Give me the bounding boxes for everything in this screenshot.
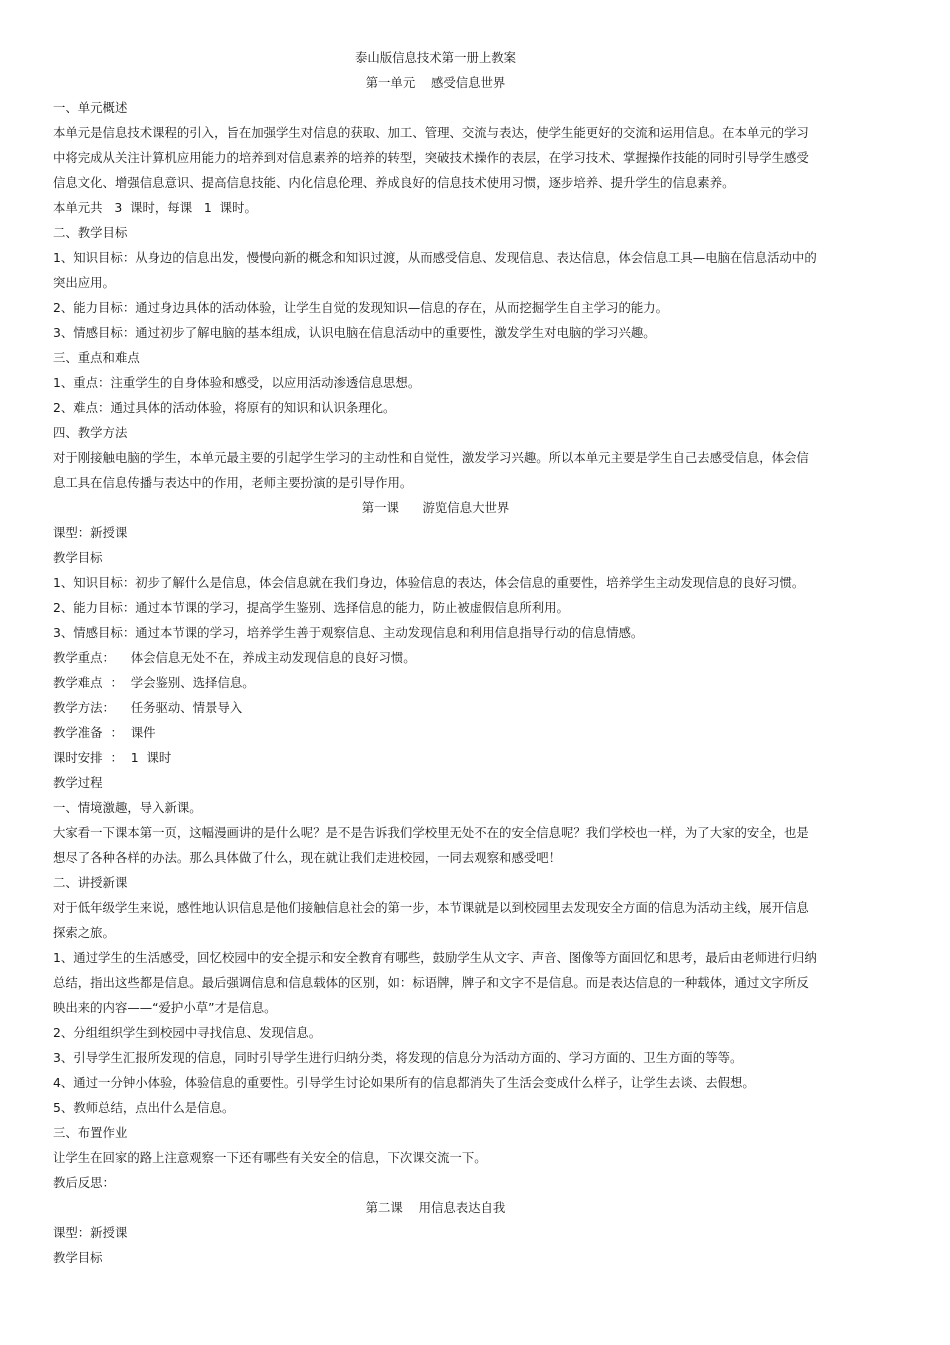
goal-item: 1、知识目标：初步了解什么是信息，体会信息就在我们身边，体验信息的表达，体会信息的重要性，培养学生主动发现信息的良好习惯。 <box>53 575 805 590</box>
homework-paragraph: 让学生在回家的路上注意观察一下还有哪些有关安全的信息，下次课交流一下。 <box>53 1150 487 1165</box>
goals-heading: 教学目标 <box>53 1250 103 1265</box>
step-item: 3、引导学生汇报所发现的信息，同时引导学生进行归纳分类，将发现的信息分为活动方面的、学习方面的、卫生方面的等等。 <box>53 1050 743 1065</box>
lesson-title: 第二课 用信息表达自我 <box>365 1200 506 1215</box>
section-heading: 三、重点和难点 <box>53 350 140 365</box>
teaching-difficulty: 教学难点 ： 学会鉴别、选择信息。 <box>53 675 255 690</box>
teaching-method: 教学方法： 任务驱动、情景导入 <box>53 700 243 715</box>
section-heading: 一、单元概述 <box>53 100 128 115</box>
goal-item: 2、能力目标：通过本节课的学习，提高学生鉴别、选择信息的能力，防止被虚假信息所利用。 <box>53 600 569 615</box>
lesson-type: 课型：新授课 <box>53 1225 128 1240</box>
unit-hours: 本单元共 3 课时，每课 1 课时。 <box>53 200 257 215</box>
teaching-focus: 教学重点： 体会信息无处不在，养成主动发现信息的良好习惯。 <box>53 650 416 665</box>
goals-heading: 教学目标 <box>53 550 103 565</box>
unit-title: 第一单元 感受信息世界 <box>365 75 506 90</box>
step-item: 2、分组组织学生到校园中寻找信息、发现信息。 <box>53 1025 322 1040</box>
reflection-label: 教后反思： <box>53 1175 115 1190</box>
step-item: 5、教师总结，点出什么是信息。 <box>53 1100 235 1115</box>
method-paragraph: 对于刚接触电脑的学生，本单元最主要的引起学生学习的主动性和自觉性，激发学习兴趣。所以本单元主要是学生自己去感受信息，体会信息工具在信息传播与表达中的作用，老师主要扮演的是引导作用。 <box>53 450 809 490</box>
goal-item: 1、知识目标：从身边的信息出发，慢慢向新的概念和知识过渡，从而感受信息、发现信息、表达信息，体会信息工具—电脑在信息活动中的突出应用。 <box>53 250 817 290</box>
teaching-prep: 教学准备 ： 课件 <box>53 725 156 740</box>
step-heading: 一、情境激趣，导入新课。 <box>53 800 202 815</box>
key-point-item: 2、难点：通过具体的活动体验，将原有的知识和认识条理化。 <box>53 400 396 415</box>
step-paragraph: 大家看一下课本第一页，这幅漫画讲的是什么呢？是不是告诉我们学校里无处不在的安全信息呢？我们学校也一样，为了大家的安全，也是想尽了各种各样的办法。那么具体做了什么，现在就让我们走进校园，一同去观察和感受吧！ <box>53 825 809 865</box>
step-item: 1、通过学生的生活感受，回忆校园中的安全提示和安全教育有哪些，鼓励学生从文字、声音、图像等方面回忆和思考，最后由老师进行归纳总结，指出这些都是信息。最后强调信息和信息载体的区别，如：标语牌，牌子和文字不是信息。而是表达信息的一种载体，通过文字所反映出来的内容——“爱护小草”才是信息。 <box>53 950 817 1015</box>
key-point-item: 1、重点：注重学生的自身体验和感受，以应用活动渗透信息思想。 <box>53 375 421 390</box>
goal-item: 3、情感目标：通过本节课的学习，培养学生善于观察信息、主动发现信息和利用信息指导行动的信息情感。 <box>53 625 644 640</box>
section-heading: 四、教学方法 <box>53 425 128 440</box>
step-heading: 二、讲授新课 <box>53 875 128 890</box>
unit-overview-paragraph: 本单元是信息技术课程的引入，旨在加强学生对信息的获取、加工、管理、交流与表达，使学生能更好的交流和运用信息。在本单元的学习中将完成从关注计算机应用能力的培养到对信息素养的培养的转型，突破技术操作的表层，在学习技术、掌握操作技能的同时引导学生感受信息文化、增强信息意识、提高信息技能、内化信息伦理、养成良好的信息技术使用习惯，逐步培养、提升学生的信息素养。 <box>53 125 809 190</box>
goal-item: 3、情感目标：通过初步了解电脑的基本组成，认识电脑在信息活动中的重要性，激发学生对电脑的学习兴趣。 <box>53 325 656 340</box>
step-item: 4、通过一分钟小体验，体验信息的重要性。引导学生讨论如果所有的信息都消失了生活会变成什么样子，让学生去谈、去假想。 <box>53 1075 755 1090</box>
lesson-title: 第一课 游览信息大世界 <box>361 500 510 515</box>
step-heading: 三、布置作业 <box>53 1125 128 1140</box>
process-heading: 教学过程 <box>53 775 103 790</box>
section-heading: 二、教学目标 <box>53 225 128 240</box>
step-paragraph: 对于低年级学生来说，感性地认识信息是他们接触信息社会的第一步，本节课就是以到校园里去发现安全方面的信息为活动主线，展开信息探索之旅。 <box>53 900 809 940</box>
teaching-schedule: 课时安排 ： 1 课时 <box>53 750 172 765</box>
lesson-type: 课型：新授课 <box>53 525 128 540</box>
document-title: 泰山版信息技术第一册上教案 <box>354 50 517 65</box>
goal-item: 2、能力目标：通过身边具体的活动体验，让学生自觉的发现知识—信息的存在，从而挖掘学生自主学习的能力。 <box>53 300 669 315</box>
